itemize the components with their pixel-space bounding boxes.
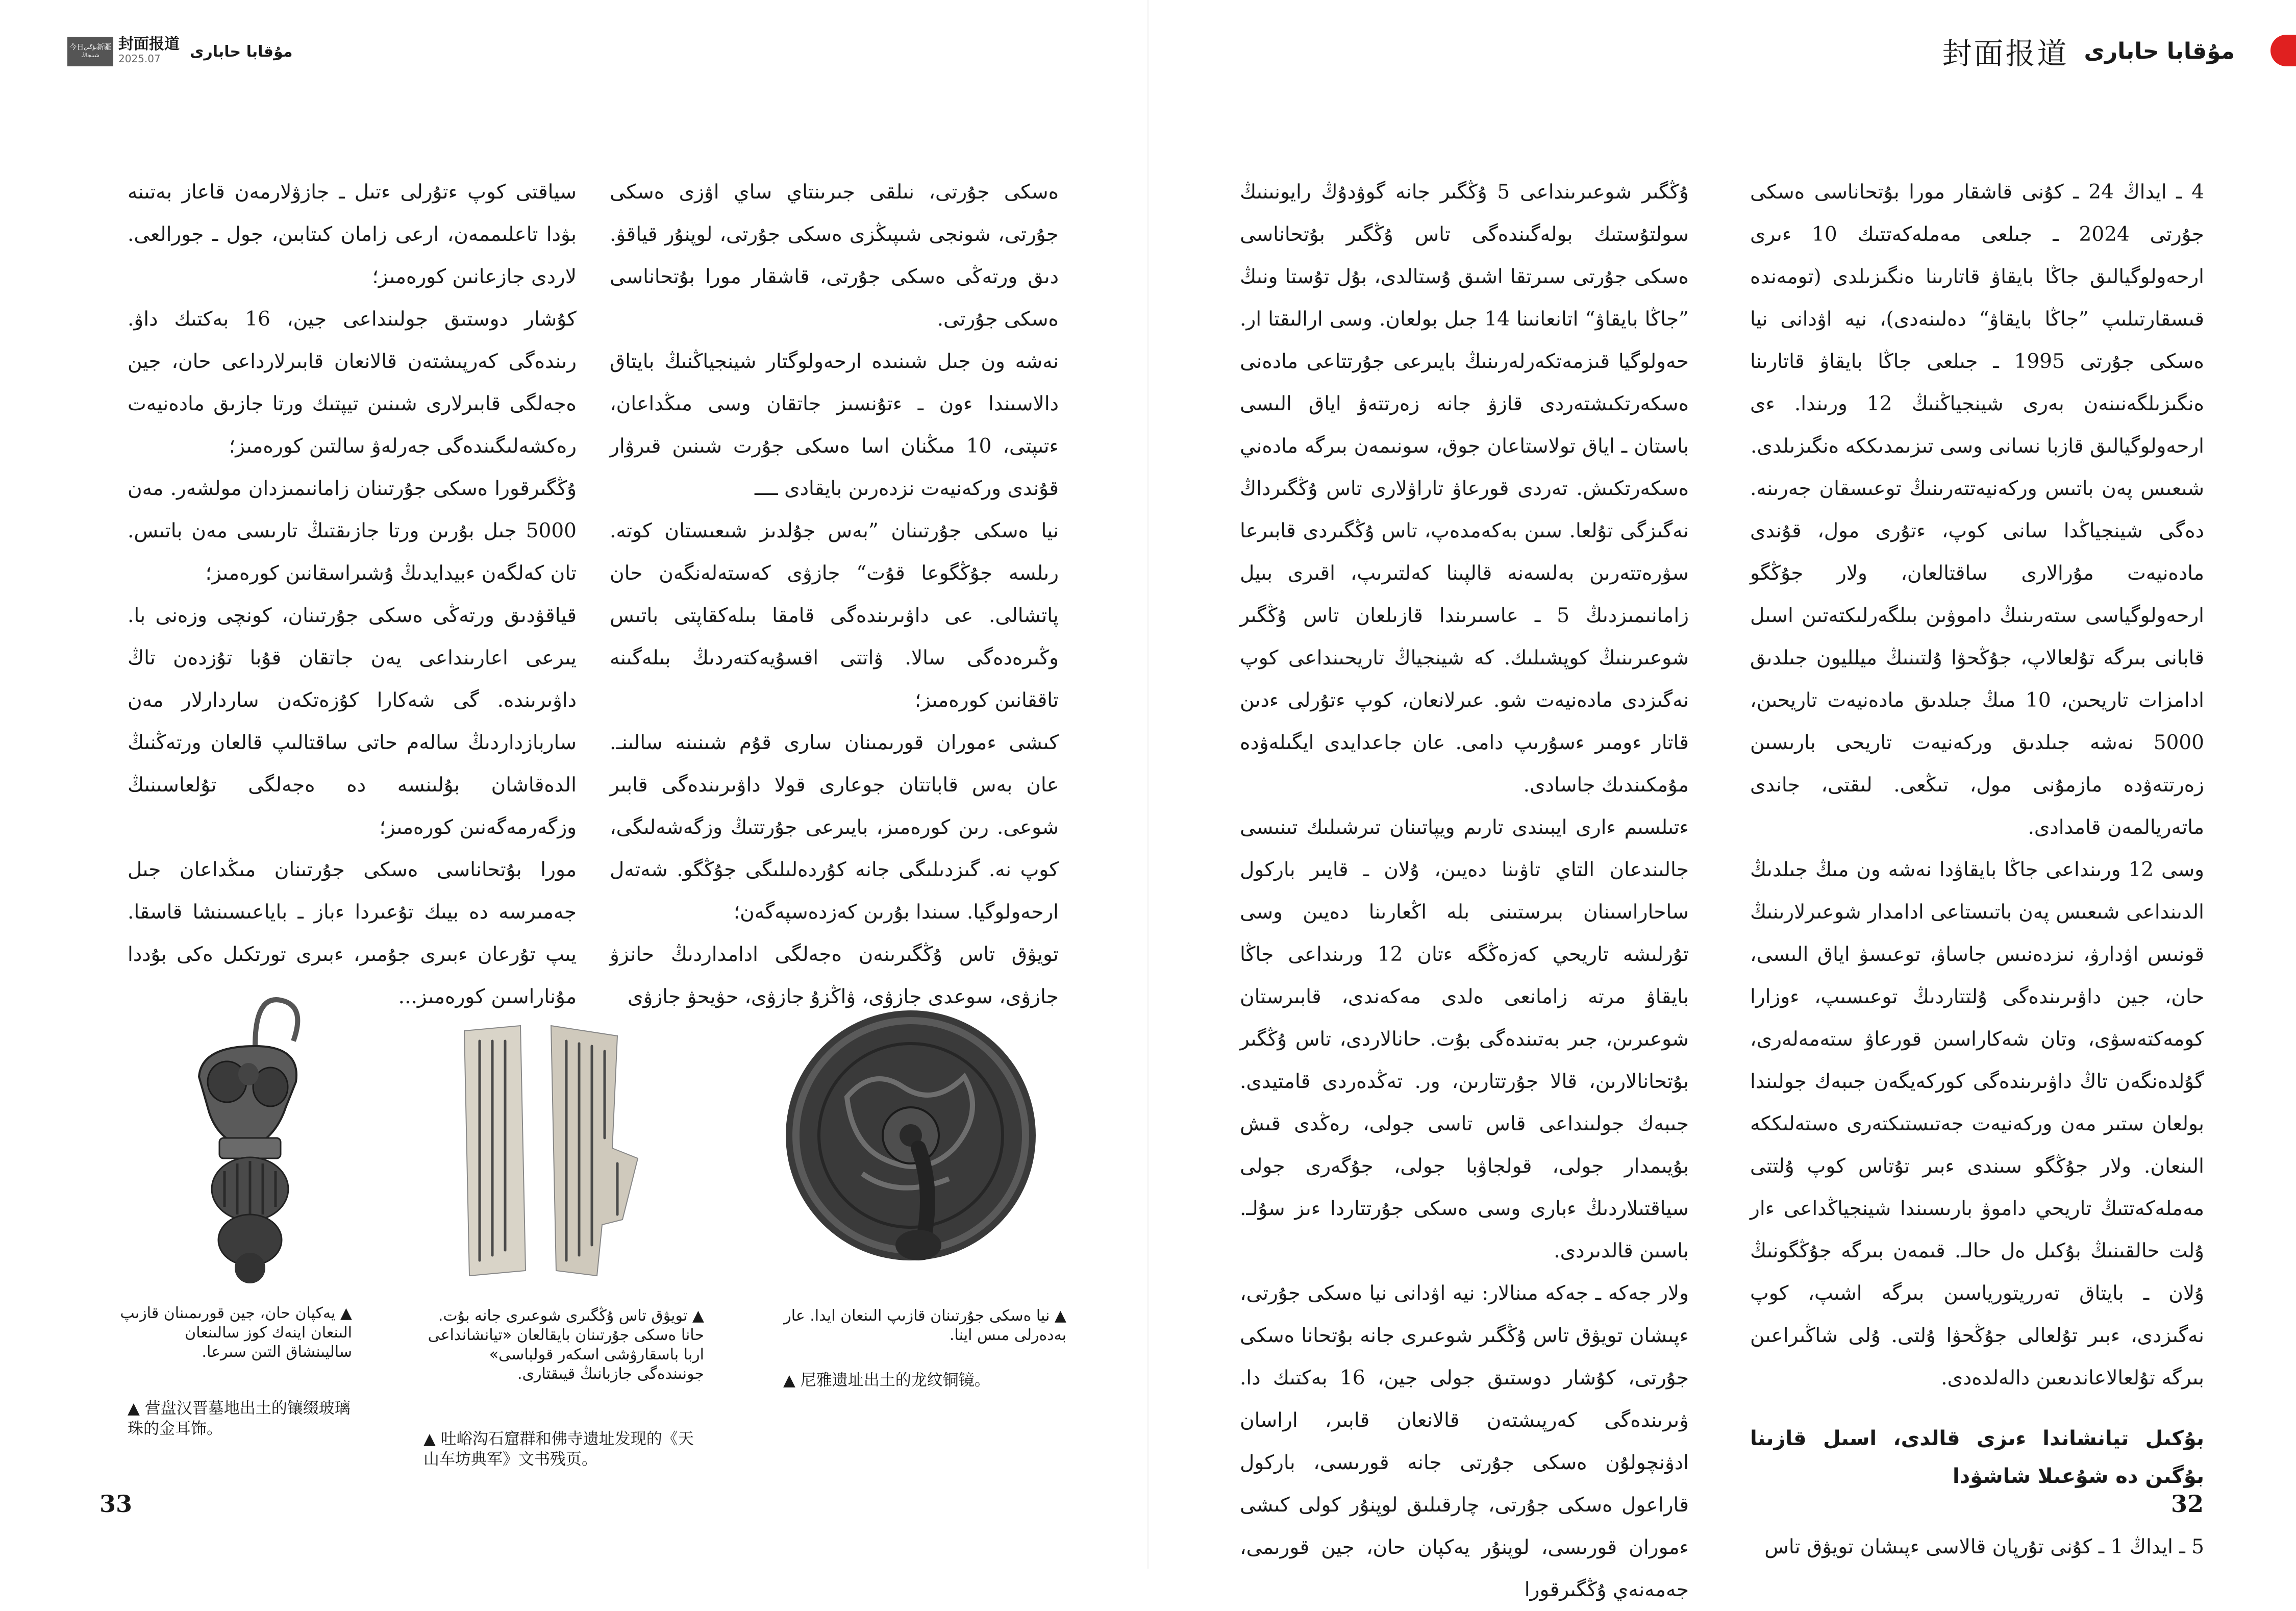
logo-text-1: 今日 — [69, 43, 84, 52]
red-section-tab — [2270, 35, 2296, 66]
paragraph: ولار جەكە ـ جەكە مىنالار: نيە اۋدانى نيا ەسكى جۇرتى، ءپىشان تويۋق تاس ۇڭگىر شوعىرى جانە بۇتحانا ەسكى جۇرتى، كۇشار دوستىق جولى جين، 16 بەكتىك دا. ۋىرىندەگى كەرپىشتەن قالانعان قابىر، اراسان ادۋنچولۇن ەسكى جۇرتى جانە قورىسى، باركول قاراعول ەسكى جۇرتى، چارقىلىق لوپنۇر كولى كىشى ءموران قورىسى، لوپنۇر يەكپان حان، جين قورىمى، جەمەنەي ۇڭگىرقورا — [1240, 1282, 1689, 1601]
document-caption-kz: ▲ تويۋق تاس ۇڭگىرى شوعىرى جانە بۇت. حانا ەسكى جۇرتىنان بايقالعان «تيانشانداعى اربا باسقارۋشى اسكەر قولباسى» جونىندەگى جازبانىڭ قيىقتارى. — [428, 1307, 704, 1383]
text-column-right-b — [1240, 171, 1689, 1611]
paragraph: مورا بۇتحاناسى ەسكى جۇرتىنان مىڭداعان جىل جەمىرسە دە بيىك تۇعىردا ءباز ـ باياعىسىنشا قاسقا. يىپ تۇرعان ءبىرى جۇمىر، ءبىرى تورتكىل ەكى بۇددا مۇناراسىن كورەمىز... — [128, 858, 577, 1008]
mirror-caption-kz: ▲ نيا ەسكى جۇرتىنان قازىپ الىنعان ايدا. عار بەدەرلى مىس اينا. — [784, 1307, 1066, 1344]
earring-caption-cn: ▲ 营盘汉晋墓地出土的镶缀玻璃珠的金耳饰。 — [128, 1399, 351, 1438]
paragraph: نەشە ون جىل شىنىدە ارحەولوگتار شينجياڭنىڭ بايتاق دالاسىندا ءون ـ ءتۇنسىز جاتقان وسى مىڭداعان، ءتىپتى، 10 مىڭنان اسا ەسكى جۇرت شىنىن قىرۋار قۇندى وركەنيەت نزدەرىن بايقادى ــــ — [610, 350, 1059, 500]
paragraph: كۇشار دوستىق جولىنداعى جين، 16 بەكتىك داۋ. رىندەگى كەرپىشتەن قالانعان قابىرلارداعى حان، جين ەجەلگى قابىرلارى شىنىن تيپتىك ورتا جازىق مادەنيەت رەكشەلىگىندەگى جەرلەۋ سالتىن كورەمىز؛ — [128, 308, 577, 458]
right-header — [1942, 30, 2235, 72]
section-title-cn: 封面报道 — [118, 35, 180, 53]
document-fragment-image — [449, 1021, 643, 1286]
paragraph: كىشى ءموران قورىمىنان سارى قۇم شىنىنە سالىنـ. عان بەس قاباتتان جوعارى قولا داۋىرىندەگى قابىر شوعى. رىن كورەمىز، بايىرعى جۇرتتىڭ وزگەشەلىگى، كوپ نە. گىزدىلىگى جانە كۇردەلىلىگى جۇڭگو. شەتەل ارحەولوگيا. سىندا بۇرىن كەزدەسپەگەن؛ — [610, 731, 1059, 924]
paragraph: ەسكى جۇرتى، نىلقى جىرىنتاي ساي اۋزى ەسكى جۇرتى، شونجى شىپىڭزى ەسكى جۇرتى، لوپنۇر قياقۋ. دىق ورتەڭى ەسكى جۇرتى، قاشقار مورا بۇتحاناسى ەسكى جۇرتى. — [610, 181, 1059, 331]
paragraph: ۇڭگىر شوعىرىنداعى 5 ۇڭگىر جانە گوۋدۇڭ رايونىنىڭ سولتۇستىك بولەگىندەگى تاس ۇڭگىر بۇتحاناسى ەسكى جۇرتى سىرتقا اشىق ۇستالدى، بۇل تۇستا ونىڭ ”جاڭا بايقاۋ“ اتانعانىنا 14 جىل بولعان. وسى ارالىقتا ار. حەولوگيا قىزمەتكەرلەرىنىڭ بايىرعى جۇرتتاعى مادەنى ەسكەرتكىشتەردى قازۋ جانە زەرتتەۋ اياق الىسى باستان ـ اياق تولاستاعان جوق، سونىمەن بىرگە مادەني ەسكەرتكىش. تەردى قورعاۋ تاراۋلارى تاس ۇڭگىرداڭ نەگىزگى تۇلعا. سىن بەكەمدەپ، تاس ۇڭگىردى قابىرعا سۋرەتتەرىن بەلسەنە قالپىنا كەلتىرىپ، اقىرى بىيل زامانىمىزدىڭ 5 ـ عاسىرىندا قازىلعان تاس ۇڭگىر شوعىرىنىڭ كوپشىلىك. كە شينجياڭ تاريحىنداعى كوپ نەگىزدى مادەنيەت شو. عىرلانعان، كوپ ءتۇرلى ءدىن قاتار ءومىر ءسۇرىپ دامى. عان جاعدايدى ايگىلەۋدە مۇمكىندىك جاسادى. — [1240, 181, 1689, 797]
paragraph: تويۋق تاس ۇڭگىرىنەن ەجەلگى ادامداردىڭ حانزۋ جازۋى، سوعدى جازۋى، ۋاڭزۇ جازۋى، حۋيحۋ جازۋى — [610, 943, 1059, 1008]
document-caption-cn: ▲ 吐峪沟石窟群和佛寺遗址发现的《天山车坊典军》文书残页。 — [423, 1430, 694, 1469]
paragraph: 4 ـ ايداڭ 24 ـ كۇنى قاشقار مورا بۇتحاناسى ەسكى جۇرتى 2024 ـ جىلعى مەملەكەتتىك 10 ءىرى ارحەولوگيالىق جاڭا بايقاۋ قاتارىنا ەنگىزىلدى (تومەندە قىسقارتىلىپ ”جاڭا بايقاۋ“ دەلىنەدى)، نيە اۋدانى نيا ەسكى جۇرتى 1995 ـ جىلعى جاڭا بايقاۋ قاتارىنا ەنگىزىلگەنىنەن بەرى شينجياڭنىڭ 12 ورىندا. ءى ارحەولوگيالىق قازبا نسانى وسى تىزىمدىككە ەنگىزىلدى. — [1750, 181, 2205, 458]
page-number-right: 32 — [2171, 1490, 2204, 1518]
paragraph: نيا ەسكى جۇرتىنان ”بەس جۇلدىز شىعىستان كوتە. رىلسە جۇڭگوعا قۇت“ جازۋى كەستەلەنگەن حان پاتشالى. عى داۋىرىندەگى قامقا بىلەكقاپتى باتىس وڭىرەدەگى سالا. ۋاتتى اقسۇيەكتەردىڭ بىلەگىنە تاققانىن كورەمىز؛ — [610, 519, 1059, 712]
logo-text-4: شىنجاڭ — [81, 52, 99, 59]
paragraph: ۇڭگىرقورا ەسكى جۇرتىنان زامانىمىزدان مولشەر. مەن 5000 جىل بۇرىن ورتا جازىقتىڭ تارىسى مەن باتىس. تان كەلگەن ءبيدايدىڭ ۇشىراسقانىن كورەمىز؛ — [128, 477, 577, 585]
right-page — [1148, 0, 2296, 1601]
text-column-right-a — [1750, 171, 2204, 1568]
section-title-kz: مۇقابا حابارى — [2084, 38, 2235, 64]
section-subheading: بۇكىل تيانشاندا ءىزى قالدى، اسىل قازىنا بۇگىن دە شۇعىلا شاشۋدا — [1750, 1427, 2204, 1488]
text-column-left-a — [128, 171, 577, 1018]
bronze-mirror-image — [770, 1005, 1051, 1271]
text-column-left-b — [610, 171, 1059, 1018]
earring-caption-kz: ▲ يەكپان حان، جين قورىمىنان قازىپ الىنعان اينەك كوز سالىنعان ساليىنشاق التىن سىرعا. — [120, 1304, 352, 1361]
paragraph: سياقتى كوپ ءتۇرلى ءتىل ـ جازۋلارمەن قاعاز بەتىنە بۋدا تاعلىممەن، ارعى زامان كىتابىن، جول ـ جورالعى. لاردى جازعانىن كورەمىز؛ — [128, 181, 577, 288]
section-title-kz: مۇقابا حابارى — [190, 42, 293, 61]
paragraph: وسى 12 ورىنداعى جاڭا بايقاۋدا نەشە ون مىڭ جىلدىڭ الدىنداعى شىعىس پەن باتىستاعى ادامدار شوعىرلارىنىڭ قونىس اۋدارۋ، نىزدەنىس جاساۋ، توعىسۋ اياق الىسى، حان، جين داۋىرىندەگى ۇلتتاردىڭ توعىسىپ، ءوزارا كومەكتەسۋى، وتان شەكاراسىن قورعاۋ ستەمەلەرى، گۇلدەنگەن تاڭ داۋىرىندەگى كوركەيگەن جىبەك جولىندا بولعان ستىر مەن وركەنيەت جەتىستىكتەرى ەستەلىككە الىنعان. ولار جۇڭگو سىندى ءبىر تۇتاس كوپ ۇلتتى مەملەكەتتىڭ تاريحي داموۋ بارىسىندا شينجياڭداعى ءار ۇلت حالقىنىڭ بۇكىل ەل حالـ. قىمەن بىرگە جۇڭگونىڭ ۇلان ـ بايتاق تەرريتورياسىن بىرگە اشىپ، كوپ نەگىزدى، ءبىر تۇلعالى جۇڭحۋا ۇلتى. ۇلى شاڭىراعىن بىرگە تۇلعالاعاندىعىن دالەلدەدى. — [1750, 858, 2204, 1390]
logo-text-3: بۇگىن — [84, 44, 97, 51]
section-title-cn: 封面报道 — [1942, 36, 2069, 71]
paragraph: ءتىلسىم ءارى ايبىندى تارىم ويپاتىنان تىرشىلىك تىنىسى جالىندعان التاي تاۋىنا دەيىن، ۇلان ـ قايىر باركول ساحاراسىنان بىرستىنى بلە اڭعارىنا دەيىن وسى تۇرلىشە تاريحي كەزەڭگە ءتان 12 ورىنداعى جاڭا بايقاۋ مرتە زامانعى ەلدى مەكەندى، قابىرستان شوعىرىن، جىر بەتىندەگى بۇت. حانالاردى، تاس ۇڭگىر بۇتحانالارىن، قالا جۇرتتارىن، ور. تەڭدەردى قامتيدى. جىبەك جولىنداعى قاس تاسى جولى، رەڭدى قىش بۇيىمدار جولى، قولجاۋبا جولى، جۇگەرى جولى سياقتىلاردىڭ ءبارى وسى ەسكى جۇرتتاردا ءىز سۇلـ. باسىن قالدىردى. — [1240, 816, 1689, 1262]
page-number-left: 33 — [99, 1490, 133, 1518]
magazine-logo — [67, 37, 113, 66]
logo-text-2: 新疆 — [96, 43, 111, 52]
paragraph: شىعىس پەن باتىس وركەنيەتتەرىنىڭ توعىسقان جەرىنە. دەگى شينجياڭدا سانى كوپ، ءتۇرى مول، قۇندى مادەنيەت مۇرالارى ساقتالعان، ولار جۇڭگو ارحەولوگياسى ستەرىنىڭ داموۋىن بىلگەرلىكتەتىن اسىل قابانى بىرگە تۇلعالاپ، جۇڭحۋا ۇلتىنىڭ ميلليون جىلدىق ادامزات تاريحىن، 10 مىڭ جىلدىق مادەنيەت تاريحىن، 5000 نەشە جىلدىق وركەنيەت تاريحى بارىسىن زەرتتەۋدە مازمۇنى مول، تىڭعى. لىقتى، جاندى ماتەريالمەن قامدادى. — [1750, 477, 2205, 839]
mirror-caption-cn: ▲ 尼雅遗址出土的龙纹铜镜。 — [783, 1371, 990, 1390]
paragraph: قياقۋدىق ورتەڭى ەسكى جۇرتىنان، كونچى وزەنى با. يىرعى اعارىنداعى يەن جاتقان قۇبا تۇزدەن تاڭ داۋىرىندە. گى شەكارا كۇزەتكەن ساردارلار مەن ساربازداردىڭ سالەم حاتى ساقتالىپ قالعان ورتەڭنىڭ الدەقاشان بۇلىنسە دە ەجەلگى تۇلعاسىنىڭ وزگەرمەگەنىن كورەمىز؛ — [128, 604, 577, 839]
left-page — [0, 0, 1148, 1569]
gold-earring-image — [179, 985, 311, 1291]
issue-date: 2025.07 — [118, 53, 161, 65]
left-header — [67, 34, 292, 69]
paragraph: 5 ـ ايداڭ 1 ـ كۇنى تۇرپان قالاسى ءپىشان تويۋق تاس — [1764, 1535, 2204, 1558]
